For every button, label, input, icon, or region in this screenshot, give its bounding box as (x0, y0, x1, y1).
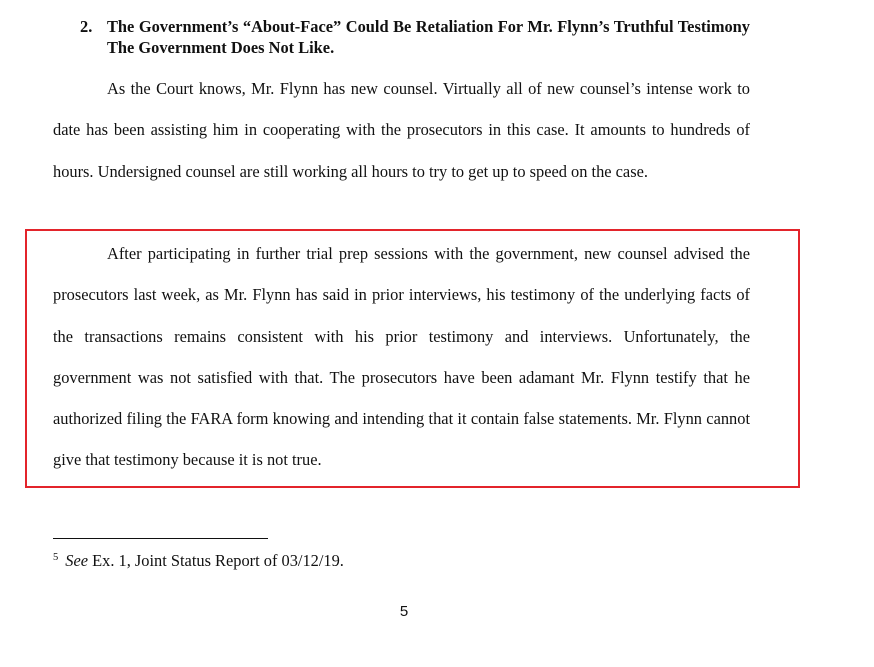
page-number: 5 (399, 603, 409, 620)
footnote-text: Ex. 1, Joint Status Report of 03/12/19. (92, 551, 344, 570)
paragraph-new-counsel: As the Court knows, Mr. Flynn has new counsel. Virtually all of new counsel’s intense work to date has been assisting him in cooperating with the prosecutors in this case. It amounts to hundreds of hours. Undersigned counsel are still working all hours to try to get up to speed on the case. (53, 79, 750, 181)
footnote-marker: 5 (53, 551, 59, 563)
section-title: The Government’s “About-Face” Could Be Retaliation For Mr. Flynn’s Truthful Testimony The Government Does Not Like. (107, 17, 750, 57)
footnote-separator (53, 538, 268, 539)
section-number: 2. (80, 17, 93, 36)
footnote-5 (53, 550, 344, 571)
footnote-see-signal: See (65, 551, 88, 570)
paragraph-highlighted-testimony: After participating in further trial prep sessions with the government, new counsel advised the prosecutors last week, as Mr. Flynn has said in prior interviews, his testimony of the underlying facts of the transactions remains consistent with his prior testimony and interviews. Unfortunately, the government was not satisfied with that. The prosecutors have been adamant Mr. Flynn testify that he authorized filing the FARA form knowing and intending that it contain false statements. Mr. Flynn cannot give that testimony because it is not true. (53, 244, 750, 470)
section-heading (80, 16, 750, 58)
